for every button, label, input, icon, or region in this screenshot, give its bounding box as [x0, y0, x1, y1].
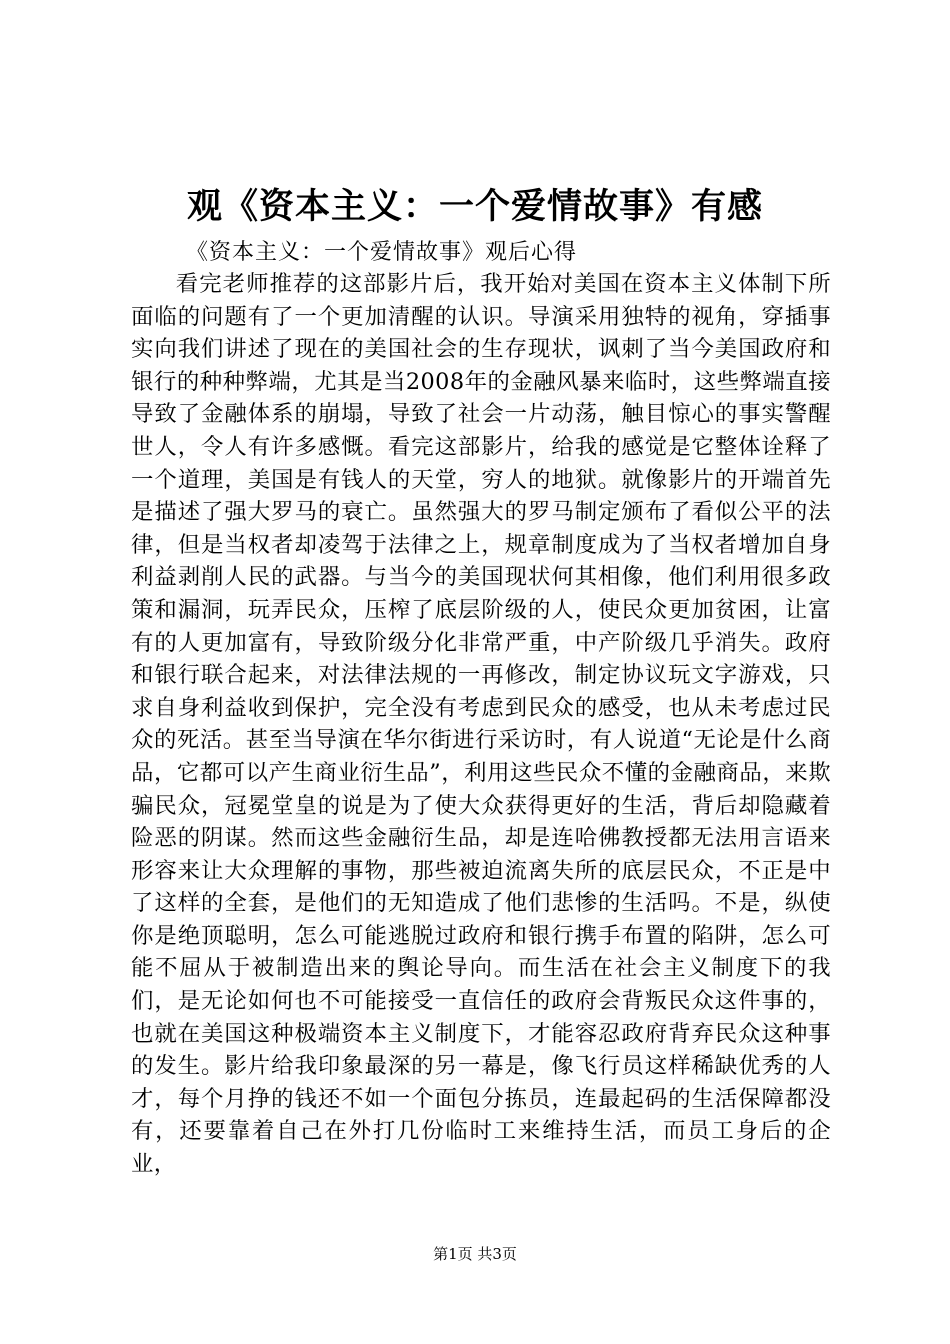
page-number-footer: 第1页 共3页 [433, 1245, 517, 1263]
document-subtitle: 《资本主义：一个爱情故事》观后心得 [186, 240, 578, 265]
document-title: 观《资本主义：一个爱情故事》有感 [186, 186, 763, 227]
document-body-paragraph: 看完老师推荐的这部影片后，我开始对美国在资本主义体制下所面临的问题有了一个更加清醒的认识。导演采用独特的视角，穿插事实向我们讲述了现在的美国社会的生存现状，讽刺了当今美国政府和银行的种种弊端，尤其是当2008年的金融风暴来临时，这些弊端直接导致了金融体系的崩塌，导致了社会一片动荡，触目惊心的事实警醒世人，令人有许多感慨。看完这部影片，给我的感觉是它整体诠释了一个道理，美国是有钱人的天堂，穷人的地狱。就像影片的开端首先是描述了强大罗马的衰亡。虽然强大的罗马制定颁布了看似公平的法律，但是当权者却凌驾于法律之上，规章制度成为了当权者增加自身利益剥削人民的武器。与当今的美国现状何其相像，他们利用很多政策和漏洞，玩弄民众，压榨了底层阶级的人，使民众更加贫困，让富有的人更加富有，导致阶级分化非常严重，中产阶级几乎消失。政府和银行联合起来，对法律法规的一再修改，制定协议玩文字游戏，只求自身利益收到保护，完全没有考虑到民众的感受，也从未考虑过民众的死活。甚至当导演在华尔街进行采访时，有人说道“无论是什么商品，它都可以产生商业衍生品”，利用这些民众不懂的金融商品，来欺骗民众，冠冕堂皇的说是为了使大众获得更好的生活，背后却隐藏着险恶的阴谋。然而这些金融衍生品，却是连哈佛教授都无法用言语来形容来让大众理解的事物，那些被迫流离失所的底层民众，不正是中了这样的全套，是他们的无知造成了他们悲惨的生活吗。不是，纵使你是绝顶聪明，怎么可能逃脱过政府和银行携手布置的陷阱，怎么可能不屈从于被制造出来的舆论导向。而生活在社会主义制度下的我们，是无论如何也不可能接受一直信任的政府会背叛民众这件事的，也就在美国这种极端资本主义制度下，才能容忍政府背弃民众这种事的发生。影片给我印象最深的另一幕是，像飞行员这样稀缺优秀的人才，每个月挣的钱还不如一个面包分拣员，连最起码的生活保障都没有，还要靠着自己在外打几份临时工来维持生活，而员工身后的企业， [131, 271, 831, 1178]
